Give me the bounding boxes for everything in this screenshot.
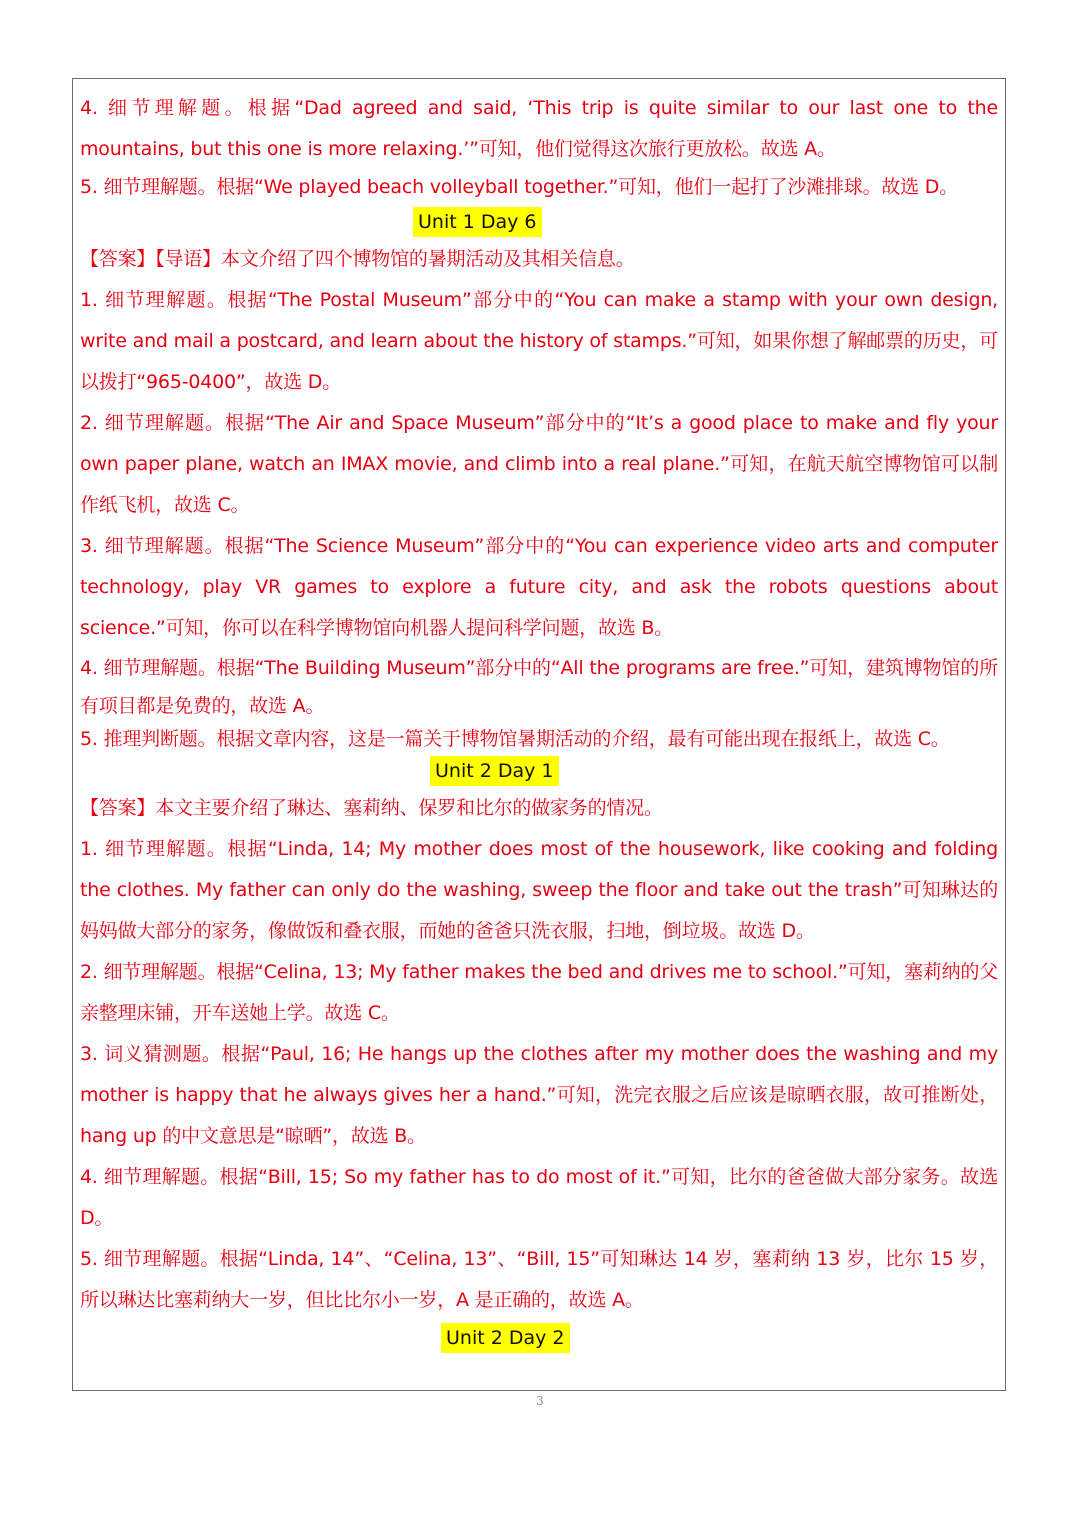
answer-item: 1. 细节理解题。根据“Linda, 14; My mother does most of the housework, like cooking and folding the clothes. My father can only do the washing, sweep the floor and take out the trash”可知琳达的妈妈做大部分的家务，像做饭和叠衣服，而她的爸爸只洗衣服，扫地，倒垃圾。故选 D。 xyxy=(80,838,998,942)
answer-item: 1. 细节理解题。根据“The Postal Museum”部分中的“You can make a stamp with your own design, write and mail a postcard, and learn about the history of stamps.”可知，如果你想了解邮票的历史，可以拨打“965-0400”，故选 D。 xyxy=(80,289,998,393)
answer-item: 4. 细节理解题。根据“Bill, 15; So my father has to do most of it.”可知，比尔的爸爸做大部分家务。故选 D。 xyxy=(80,1166,998,1229)
answer-intro: 【答案】本文主要介绍了琳达、塞莉纳、保罗和比尔的做家务的情况。 xyxy=(80,797,663,819)
answer-item: 5. 细节理解题。根据“We played beach volleyball together.”可知，他们一起打了沙滩排球。故选 D。 xyxy=(80,176,959,198)
section-heading-row xyxy=(80,1321,998,1355)
answer-item: 3. 细节理解题。根据“The Science Museum”部分中的“You can experience video arts and computer technology, play VR games to explore a future city, and ask the robots questions about science.”可知，你可以在科学博物馆向机器人提问科学问题，故选 B。 xyxy=(80,535,998,639)
answer-content xyxy=(80,88,998,1355)
answer-item: 5. 推理判断题。根据文章内容，这是一篇关于博物馆暑期活动的介绍，最有可能出现在报纸上，故选 C。 xyxy=(80,728,950,750)
answer-page xyxy=(72,78,1006,1391)
answer-item: 2. 细节理解题。根据“Celina, 13; My father makes the bed and drives me to school.”可知，塞莉纳的父亲整理床铺，开车送她上学。故选 C。 xyxy=(80,961,998,1024)
answer-item: 4. 细节理解题。根据“Dad agreed and said, ‘This trip is quite similar to our last one to the mountains, but this one is more relaxing.’”可知，他们觉得这次旅行更放松。故选 A。 xyxy=(80,97,998,160)
answer-item: 2. 细节理解题。根据“The Air and Space Museum”部分中的“It’s a good place to make and fly your own paper plane, watch an IMAX movie, and climb into a real plane.”可知，在航天航空博物馆可以制作纸飞机，故选 C。 xyxy=(80,412,998,516)
section-heading-unit1-day6: Unit 1 Day 6 xyxy=(413,207,542,237)
answer-item: 5. 细节理解题。根据“Linda, 14”、“Celina, 13”、“Bill, 15”可知琳达 14 岁，塞莉纳 13 岁，比尔 15 岁，所以琳达比塞莉纳大一岁，但比比尔小一岁，A 是正确的，故选 A。 xyxy=(80,1248,998,1311)
answer-item: 3. 词义猜测题。根据“Paul, 16; He hangs up the clothes after my mother does the washing and my mother is happy that he always gives her a hand.”可知，洗完衣服之后应该是晾晒衣服，故可推断处，hang up 的中文意思是“晾晒”，故选 B。 xyxy=(80,1043,998,1147)
section-heading-unit2-day1: Unit 2 Day 1 xyxy=(430,756,559,786)
section-heading-row xyxy=(80,754,998,788)
answer-item: 4. 细节理解题。根据“The Building Museum”部分中的“All the programs are free.”可知，建筑博物馆的所有项目都是免费的，故选 A。 xyxy=(80,657,998,717)
section-heading-unit2-day2: Unit 2 Day 2 xyxy=(441,1323,570,1353)
page-number: 3 xyxy=(536,1394,544,1408)
section-heading-row xyxy=(80,205,998,239)
answer-intro: 【答案】【导语】本文介绍了四个博物馆的暑期活动及其相关信息。 xyxy=(80,248,635,270)
